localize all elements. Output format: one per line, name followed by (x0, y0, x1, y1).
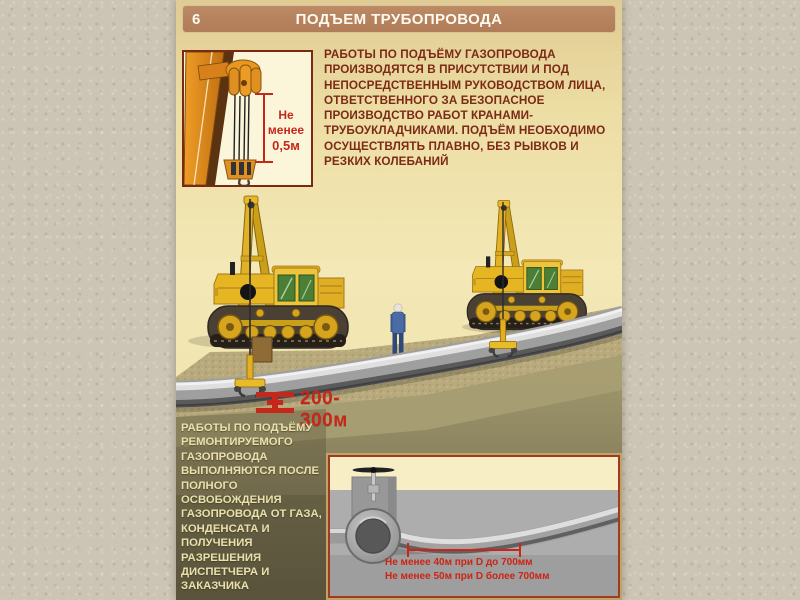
trench-min-distance-1: Не менее 40м при D до 700мм (385, 557, 533, 568)
hook-clearance-inset (182, 50, 313, 187)
pipelayer-right-illustration (467, 200, 586, 329)
permit-rules-paragraph: РАБОТЫ ПО ПОДЪЁМУ РЕМОНТИРУЕМОГО ГАЗОПРОВОДА ВЫПОЛНЯЮТСЯ ПОСЛЕ ПОЛНОГО ОСВОБОЖДЕНИЯ ГАЗОПРОВОДА ОТ ГАЗА, КОНДЕНСАТА И ПОЛУЧЕНИЯ РАЗРЕШЕНИЯ ДИСПЕТЧЕРА И ЗАКАЗЧИКА (181, 422, 322, 593)
counterweight-block (252, 337, 272, 362)
hook-clearance-line1: Не менее (267, 108, 305, 137)
safety-rules-paragraph: РАБОТЫ ПО ПОДЪЁМУ ГАЗОПРОВОДА ПРОИЗВОДЯТСЯ В ПРИСУТСТВИИ И ПОД НЕПОСРЕДСТВЕННЫМ РУКОВОДСТВОМ ЛИЦА, ОТВЕТСТВЕННОГО ЗА БЕЗОПАСНОЕ ПРОИЗВОДСТВО РАБОТ КРАНАМИ-ТРУБОУКЛАДЧИКАМИ. ПОДЪЁМ НЕОБХОДИМО ОСУЩЕСТВЛЯТЬ ПЛАВНО, БЕЗ РЫВКОВ И РЕЗКИХ КОЛЕБАНИЙ (324, 48, 606, 169)
slide (176, 0, 622, 600)
slide-number: 6 (192, 11, 201, 28)
page-title: ПОДЪЕМ ТРУБОПРОВОДА (295, 11, 503, 28)
trench-valve-inset (328, 455, 620, 598)
hook-clearance-line2: 0,5м (272, 138, 300, 153)
spacing-dimension-icon (256, 392, 294, 413)
spacing-value: 200-300м (300, 388, 348, 431)
pipelayer-left-illustration (208, 196, 348, 348)
trench-min-distance-2: Не менее 50м при D более 700мм (385, 571, 550, 582)
title-bar (182, 5, 616, 33)
hook-clearance-label (260, 108, 312, 153)
